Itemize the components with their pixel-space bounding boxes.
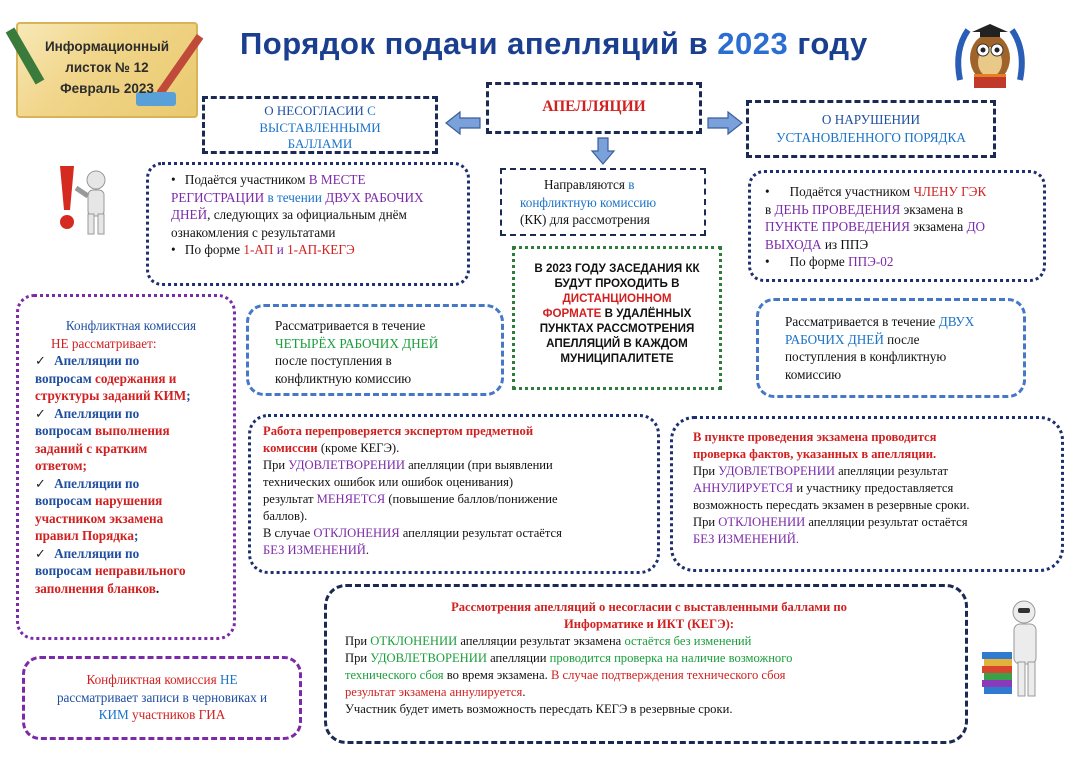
ls-b1c: РЕГИСТРАЦИИ: [171, 189, 265, 205]
violation-header-box: [746, 100, 996, 158]
rr-d: после: [887, 331, 920, 347]
arrow-right-icon: [706, 110, 744, 136]
rs-b1h: ДО: [966, 219, 986, 234]
drafts-not-considered-box: [22, 656, 302, 740]
kg-l4b: .: [522, 685, 526, 699]
ls-b1h: официальным днём ознакомления с: [171, 207, 407, 240]
info-sticker: [16, 22, 198, 118]
not-considered-box: [16, 294, 236, 640]
rres-l4b: и участнику предоставляется: [796, 481, 954, 495]
disagreement-result-box: [248, 414, 660, 574]
owl-logo: [950, 10, 1030, 100]
info-line-2: листок № 12: [65, 60, 149, 75]
lres-l8: БЕЗ ИЗМЕНЕНИЙ: [263, 543, 366, 557]
kg-t2: Информатике и ИКТ (КЕГЭ):: [563, 617, 734, 631]
ls-b1b: В МЕСТЕ: [308, 172, 366, 187]
db-b: НЕ: [219, 672, 238, 687]
info-line-1: Информационный: [44, 39, 170, 54]
kg-l2c: апелляции: [490, 651, 547, 665]
rh-part1: О: [821, 112, 832, 127]
kg-l1c: апелляции результат экзамена: [460, 634, 622, 648]
rs-b1i: ВЫХОДА: [765, 236, 822, 252]
db-d: КИМ: [98, 707, 129, 722]
cs-a: Направляются: [544, 177, 625, 192]
nc-i4e: .: [155, 580, 160, 596]
rs-b2a: По форме: [789, 254, 845, 269]
lh-part2: НЕСОГЛАСИИ: [276, 103, 364, 118]
rres-l6c: апелляции результат остаётся: [808, 515, 968, 529]
nc-i3b: вопросам: [35, 493, 92, 508]
lres-l8b: .: [365, 543, 370, 557]
kg-l2b: УДОВЛЕТВОРЕНИИ: [370, 651, 487, 665]
nc-i3a: Апелляции по: [54, 475, 140, 491]
rres-l6a: При: [693, 515, 716, 529]
kg-l3a: технического сбоя: [345, 668, 444, 682]
lres-l3a: При: [263, 458, 286, 472]
lres-l3b: УДОВЛЕТВОРЕНИИ: [288, 458, 405, 472]
nc-i2e: ответом;: [35, 458, 87, 473]
db-e: участников ГИА: [132, 707, 226, 722]
ls-b2a: По форме: [184, 242, 241, 257]
four-days-review-box: [246, 304, 504, 396]
rr-b: ДВУХ: [938, 314, 975, 329]
rres-l6b: ОТКЛОНЕНИИ: [718, 515, 806, 529]
nc-i2a: Апелляции по: [54, 405, 140, 421]
rr-c: РАБОЧИХ ДНЕЙ: [785, 331, 884, 347]
title-main: Порядок подачи апелляций в: [240, 26, 709, 61]
rh-part3: УСТАНОВЛЕННОГО ПОРЯДКА: [776, 129, 966, 145]
arrow-left-icon: [444, 110, 482, 136]
lres-l7a: В случае: [263, 526, 311, 540]
nc-i3d: участником экзамена: [35, 510, 164, 526]
kg-l1b: ОТКЛОНЕНИИ: [370, 634, 458, 648]
kg-t1: Рассмотрения апелляций о несогласии с выставленными баллами по: [451, 600, 847, 614]
lr-b: ЧЕТЫРЁХ РАБОЧИХ ДНЕЙ: [275, 335, 439, 351]
remote-format-box: [512, 246, 722, 390]
disagreement-header-box: [202, 96, 438, 154]
cs-d: (КК): [520, 212, 547, 227]
right-submit-box: • Подаётся участником ЧЛЕНУ ГЭК в ДЕНЬ ПРОВЕДЕНИЯ экзамена в ПУНКТЕ ПРОВЕДЕНИЯ экзамена ДО ВЫХОДА из ППЭ • По форме ППЭ-02: [748, 170, 1046, 282]
ls-b1a: Подаётся участником: [184, 172, 306, 187]
nc-i1b: вопросам: [35, 370, 92, 386]
nc-i1d: структуры заданий КИМ: [35, 388, 187, 403]
lres-l3c: апелляции (при выявлении: [408, 458, 553, 472]
gb-l5: В УДАЛЁННЫХ: [604, 307, 692, 320]
title-year: 2023: [717, 26, 789, 61]
rs-b1d: ДЕНЬ ПРОВЕДЕНИЯ: [774, 201, 901, 217]
rres-l3a: При: [693, 464, 716, 478]
lres-l6: баллов).: [263, 509, 308, 523]
rs-b2b: ППЭ-02: [848, 254, 894, 269]
nc-i4d: заполнения бланков: [35, 580, 156, 596]
nc-i1a: Апелляции по: [54, 353, 140, 368]
rs-b1b: ЧЛЕНУ ГЭК: [913, 184, 987, 199]
rs-b1j: из ППЭ: [824, 236, 869, 252]
rr-f: комиссию: [785, 366, 842, 382]
rs-b1c: в: [765, 201, 772, 217]
ls-b1d: в течении: [267, 189, 322, 205]
lres-l2: комиссии: [263, 441, 318, 455]
nc-title2: НЕ рассматривает:: [51, 335, 157, 351]
gb-l1: В 2023 ГОДУ ЗАСЕДАНИЯ КК: [534, 262, 700, 275]
nc-i4c: неправильного: [95, 563, 186, 578]
rs-b1e: экзамена в: [903, 201, 964, 217]
kg-l1a: При: [345, 634, 368, 648]
lr-a: Рассматривается в течение: [275, 318, 426, 333]
info-line-3: Февраль 2023: [60, 81, 154, 96]
rres-l3b: УДОВЛЕТВОРЕНИИ: [718, 464, 835, 478]
kg-l1d: остаётся без изменений: [624, 634, 752, 648]
lh-part4: ВЫСТАВЛЕННЫМИ: [259, 119, 381, 135]
lres-l4: технических ошибок или ошибок оценивания): [263, 475, 514, 489]
ls-b1f: РАБОЧИХ ДНЕЙ: [171, 189, 424, 222]
cs-e: для рассмотрения: [549, 212, 650, 227]
student-with-books-icon: [980, 596, 1052, 704]
ls-b2d: 1-АП-КЕГЭ: [287, 242, 355, 257]
nc-i1c: содержания и: [95, 370, 177, 386]
gb-l4: ФОРМАТЕ: [542, 307, 602, 320]
cs-b: в: [628, 177, 635, 192]
gb-l6: ПУНКТАХ РАССМОТРЕНИЯ: [539, 322, 695, 335]
kg-l2d: проводится проверка на наличие возможного: [549, 651, 793, 665]
lres-l2b: (кроме КЕГЭ).: [320, 441, 400, 455]
rs-b1g: экзамена: [913, 219, 964, 234]
rres-l4a: АННУЛИРУЕТСЯ: [693, 481, 794, 495]
ls-b1i: результатами: [261, 224, 336, 240]
left-submit-box: [146, 162, 470, 286]
kg-l3c: В случае подтверждения технического сбоя: [550, 668, 786, 682]
rr-e: поступления в конфликтную: [785, 349, 947, 364]
rres-l3c: апелляции результат: [838, 464, 949, 478]
nc-i4b: вопросам: [35, 563, 92, 578]
lr-d: конфликтную комиссию: [275, 370, 412, 386]
lr-c: после поступления в: [275, 353, 392, 368]
nc-i2c: выполнения: [95, 423, 170, 438]
rres-l2: проверка фактов, указанных в апелляции.: [693, 447, 937, 461]
ls-b1e: ДВУХ: [325, 189, 361, 205]
gb-l3: ДИСТАНЦИОННОМ: [562, 292, 672, 305]
rs-b1a: Подаётся участником: [789, 184, 911, 199]
lres-l5c: (повышение баллов/понижение: [388, 492, 558, 506]
lres-l1: Работа перепроверяется экспертом предметной: [263, 424, 534, 438]
ls-b2c: и: [276, 242, 284, 257]
send-to-commission-box: [500, 168, 706, 236]
lres-l7c: апелляции результат остаётся: [402, 526, 562, 540]
rres-l1: В пункте проведения экзамена проводится: [693, 430, 937, 444]
nc-i2b: вопросам: [35, 423, 92, 438]
rres-l7: БЕЗ ИЗМЕНЕНИЙ.: [693, 532, 800, 546]
kege-box: [324, 584, 968, 744]
kg-l4: результат экзамена аннулируется: [345, 685, 523, 699]
lh-part1: О: [264, 103, 274, 118]
rres-l5: возможность пересдать экзамен в резервные сроки.: [693, 498, 970, 512]
rr-a: Рассматривается в течение: [785, 314, 936, 329]
nc-i3e: правил Порядка: [35, 528, 134, 543]
title-suffix: году: [797, 26, 868, 61]
kg-l2a: При: [345, 651, 368, 665]
lh-part3: С: [367, 103, 376, 118]
exclamation-figure-icon: [48, 158, 118, 240]
page-title: [240, 26, 890, 76]
two-days-review-box: [756, 298, 1026, 398]
db-a: Конфликтная комиссия: [86, 672, 217, 687]
cs-c: конфликтную комиссию: [520, 194, 657, 210]
nc-i3c: нарушения: [95, 493, 163, 508]
gb-l8: МУНИЦИПАЛИТЕТЕ: [560, 352, 674, 365]
lres-l5a: результат: [263, 492, 314, 506]
nc-i2d: заданий с кратким: [35, 440, 148, 456]
nc-title1: Конфликтная комиссия: [65, 318, 197, 333]
ls-b1g: , следующих за: [207, 207, 294, 222]
appeals-header-box: [486, 82, 702, 134]
lres-l5b: МЕНЯЕТСЯ: [316, 492, 386, 506]
rs-b1f: ПУНКТЕ ПРОВЕДЕНИЯ: [765, 219, 910, 234]
gb-l7: АПЕЛЛЯЦИЙ В КАЖДОМ: [546, 337, 688, 350]
kg-l3b: во время экзамена.: [446, 668, 548, 682]
db-c: рассматривает записи в черновиках и: [56, 689, 268, 705]
rh-part2: НАРУШЕНИИ: [834, 112, 921, 127]
lh-part5: БАЛЛАМИ: [287, 136, 353, 151]
arrow-down-icon: [590, 136, 616, 166]
gb-l2: БУДУТ ПРОХОДИТЬ В: [554, 277, 680, 290]
kg-l5: Участник будет иметь возможность пересдать КЕГЭ в резервные сроки.: [345, 702, 733, 716]
nc-i3f: ;: [133, 528, 139, 543]
violation-result-box: [670, 416, 1064, 572]
lres-l7b: ОТКЛОНЕНИЯ: [313, 526, 400, 540]
appeals-label: АПЕЛЛЯЦИИ: [542, 98, 646, 115]
nc-i4a: Апелляции по: [54, 545, 140, 561]
ls-b2b: 1-АП: [243, 242, 274, 257]
nc-i1e: ;: [186, 388, 191, 403]
